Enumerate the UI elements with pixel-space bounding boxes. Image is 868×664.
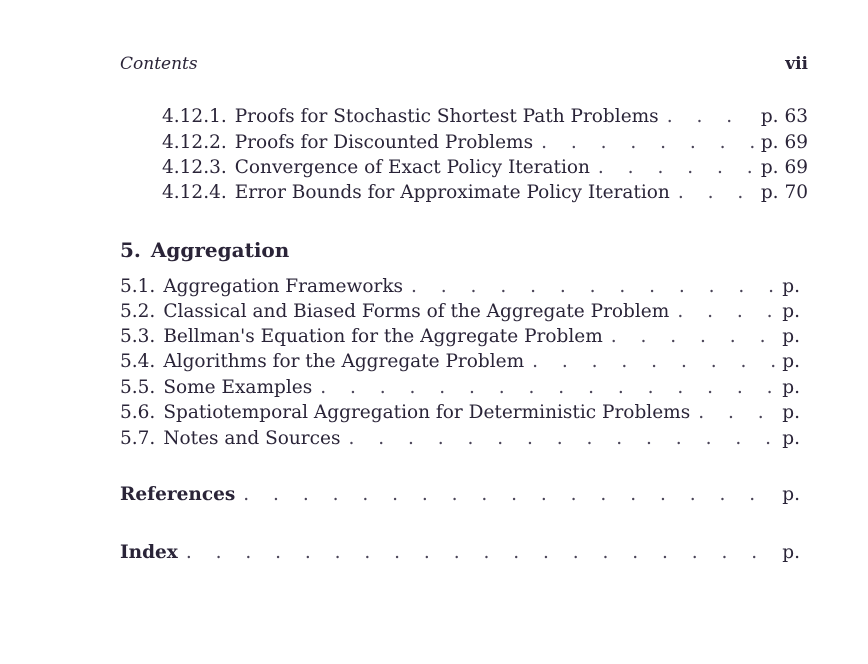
toc-entry-title: Some Examples	[163, 377, 313, 398]
toc-leader-dots	[348, 426, 776, 452]
toc-entry-number: 5.2.	[120, 301, 156, 322]
toc-leader-dots	[677, 299, 776, 325]
toc-leader-dots	[243, 482, 776, 508]
toc-leader-dots	[611, 324, 777, 350]
toc-entry-title: Index	[120, 542, 178, 563]
chapter-number: 5.	[120, 238, 141, 262]
toc-entry-page: p.	[782, 542, 800, 563]
toc-entry-number: 5.1.	[120, 276, 156, 297]
toc-entry[interactable]	[120, 375, 800, 401]
toc-leader-dots	[411, 274, 776, 300]
running-header-title: Contents	[120, 54, 198, 74]
toc-entry-page: p.	[782, 276, 800, 297]
toc-entry-title: Error Bounds for Approximate Policy Iteration	[234, 182, 670, 203]
toc-entry-page: p. 63	[760, 106, 808, 127]
toc-entry-title: Algorithms for the Aggregate Problem	[163, 351, 525, 372]
toc-entry-number: 5.5.	[120, 377, 156, 398]
toc-entry-page: p.	[782, 428, 800, 449]
toc-entry-page: p. 69	[760, 157, 808, 178]
toc-entry-page: p.	[782, 484, 800, 505]
toc-entry-title: Spatiotemporal Aggregation for Deterministic Problems	[163, 402, 691, 423]
toc-entry-title: Classical and Biased Forms of the Aggregate Problem	[163, 301, 670, 322]
toc-leader-dots	[667, 104, 755, 130]
toc-entry-number: 5.7.	[120, 428, 156, 449]
toc-entry[interactable]	[162, 104, 808, 130]
toc-entry-number: 5.4.	[120, 351, 156, 372]
toc-entry[interactable]	[162, 155, 808, 181]
toc-entry-page: p.	[782, 402, 800, 423]
toc-leader-dots	[541, 130, 755, 156]
toc-entry[interactable]	[120, 400, 800, 426]
running-header	[120, 54, 808, 78]
toc-leader-dots	[532, 349, 776, 375]
toc-leader-dots	[598, 155, 755, 181]
toc-entry-title: Convergence of Exact Policy Iteration	[234, 157, 590, 178]
toc-entry-page: p. 70	[760, 182, 808, 203]
toc-entry[interactable]	[120, 324, 800, 350]
toc-entry-title: Proofs for Discounted Problems	[234, 132, 534, 153]
toc-entry-title: Notes and Sources	[163, 428, 341, 449]
page-number: vii	[785, 54, 808, 74]
toc-leader-dots	[678, 180, 755, 206]
toc-entry[interactable]	[162, 180, 808, 206]
toc-entry-title: Bellman's Equation for the Aggregate Problem	[163, 326, 603, 347]
toc-entry-page: p.	[782, 326, 800, 347]
toc-entry-title: References	[120, 484, 236, 505]
toc-entry[interactable]	[120, 299, 800, 325]
toc-entry-page: p. 69	[760, 132, 808, 153]
toc-entry-index[interactable]	[120, 540, 800, 566]
toc-leader-dots	[698, 400, 776, 426]
toc-entry-page: p.	[782, 301, 800, 322]
toc-entry-page: p.	[782, 377, 800, 398]
toc-entry-page: p.	[782, 351, 800, 372]
toc-entry-number: 5.6.	[120, 402, 156, 423]
toc-entry-title: Proofs for Stochastic Shortest Path Problems	[234, 106, 659, 127]
chapter-title: Aggregation	[150, 238, 290, 262]
toc-entry-number: 4.12.4.	[162, 182, 227, 203]
toc-entry-title: Aggregation Frameworks	[163, 276, 404, 297]
toc-entry-number: 4.12.1.	[162, 106, 227, 127]
toc-entry-references[interactable]	[120, 482, 800, 508]
chapter-heading[interactable]	[120, 238, 289, 262]
toc-entry[interactable]	[120, 426, 800, 452]
toc-entry[interactable]	[120, 349, 800, 375]
toc-entry[interactable]	[162, 130, 808, 156]
toc-leader-dots	[320, 375, 776, 401]
toc-entry-number: 4.12.2.	[162, 132, 227, 153]
toc-entry[interactable]	[120, 274, 800, 300]
toc-leader-dots	[186, 540, 776, 566]
toc-entry-number: 4.12.3.	[162, 157, 227, 178]
toc-entry-number: 5.3.	[120, 326, 156, 347]
